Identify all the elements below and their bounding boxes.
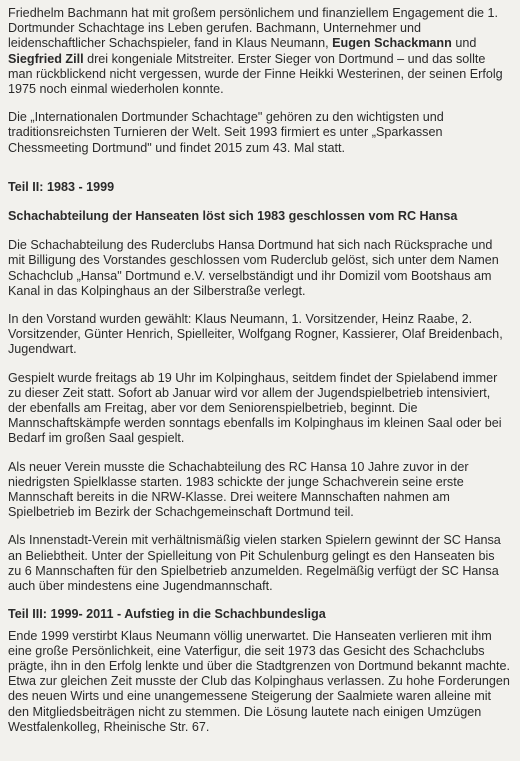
section-heading-part2: Teil II: 1983 - 1999: [8, 179, 115, 194]
part3-paragraph: Ende 1999 verstirbt Klaus Neumann völlig unerwartet. Die Hanseaten verlieren mit ihm eine große Persönlichkeit, eine Vaterfigur, die seit 1973 das Gesicht des Schachclubs prägte, ihn in den Erfolg lenkte und über die Stadtgrenzen von Dortmund bekannt machte. Etwa zur gleichen Zeit musste der Club das Kolpinghaus verlassen. Zu hohe Forderungen des neuen Wirts und eine unangemessene Steigerung der Saalmiete waren alleine mit den Mitgliedsbeiträgen nicht zu stemmen. Die Lösung lautete nach einigen Umzügen Westfalenkolleg, Rheinische Str. 67.: [8, 628, 510, 734]
part2-paragraph: In den Vorstand wurden gewählt: Klaus Neumann, 1. Vorsitzender, Heinz Raabe, 2. Vorsitzender, Günter Henrich, Spielleiter, Wolfgang Rogner, Kassierer, Olaf Breidenbach, Jugendwart.: [8, 312, 503, 357]
intro-paragraph-1: [8, 6, 510, 97]
name-siegfried-zill: Siegfried Zill: [8, 51, 84, 66]
intro-text: und: [451, 36, 477, 51]
part2-paragraph: Gespielt wurde freitags ab 19 Uhr im Kolpinghaus, seitdem findet der Spielabend immer zu dieser Zeit statt. Sofort ab Januar wird vor allem der Jugendspielbetrieb intensiviert, der ebenfalls am Freitag, aber vor dem Seniorenspielbetrieb, beginnt. Die Mannschaftskämpfe werden sonntags ebenfalls im Kolpinghaus im kleinen Saal oder bei Bedarf im großen Saal gespielt.: [8, 370, 502, 446]
part2-paragraph: Als Innenstadt-Verein mit verhältnismäßig vielen starken Spielern gewinnt der SC Hansa an Beliebtheit. Unter der Spielleitung von Pit Schulenburg gelingt es den Hanseaten bis zu 6 Mannschaften für den Spielbetrieb anzumelden. Regelmäßig verfügt der SC Hansa auch über mindestens eine Jugendmannschaft.: [8, 533, 501, 594]
part2-paragraph: Als neuer Verein musste die Schachabteilung des RC Hansa 10 Jahre zuvor in der niedrigsten Spielklasse starten. 1983 schickte der junge Schachverein seine erste Mannschaft bereits in die NRW-Klasse. Drei weitere Mannschaften nahmen am Spielbetrieb im Bezirk der Schachgemeinschaft Dortmund teil.: [8, 459, 469, 520]
intro-text: drei kongeniale Mitstreiter. Erster Sieger von Dortmund – und das sollte man rückblickend nicht vergessen, wurde der Finne Heikki Westerinen, der seinen Erfolg 1975 noch einmal wiederholen konnte.: [8, 51, 503, 97]
section-subheading-part2: Schachabteilung der Hanseaten löst sich 1983 geschlossen vom RC Hansa: [8, 209, 458, 224]
intro-text: Friedhelm Bachmann hat mit großem persönlichem und finanziellem Engagement die 1. Dortmunder Schachtage ins Leben gerufen. Bachmann, Unternehmer und leidenschaftlicher Schachspieler, fand in Klaus Neumann,: [8, 6, 499, 51]
intro-paragraph-2: Die „Internationalen Dortmunder Schachtage" gehören zu den wichtigsten und traditionsreichsten Turnieren der Welt. Seit 1993 firmiert es unter „Sparkassen Chessmeeting Dortmund" und findet 2015 zum 43. Mal statt.: [8, 110, 444, 155]
part2-paragraph: Die Schachabteilung des Ruderclubs Hansa Dortmund hat sich nach Rücksprache und mit Billigung des Vorstandes geschlossen vom Ruderclub gelöst, sich unter dem Namen Schachclub „Hansa" Dortmund e.V. verselbständigt und ihr Domizil vom Bootshaus am Kanal in das Kolpinghaus an der Silberstraße verlegt.: [8, 238, 499, 298]
name-eugen-schackmann: Eugen Schackmann: [332, 36, 452, 51]
section-heading-part3: Teil III: 1999- 2011 - Aufstieg in die Schachbundesliga: [8, 607, 326, 622]
